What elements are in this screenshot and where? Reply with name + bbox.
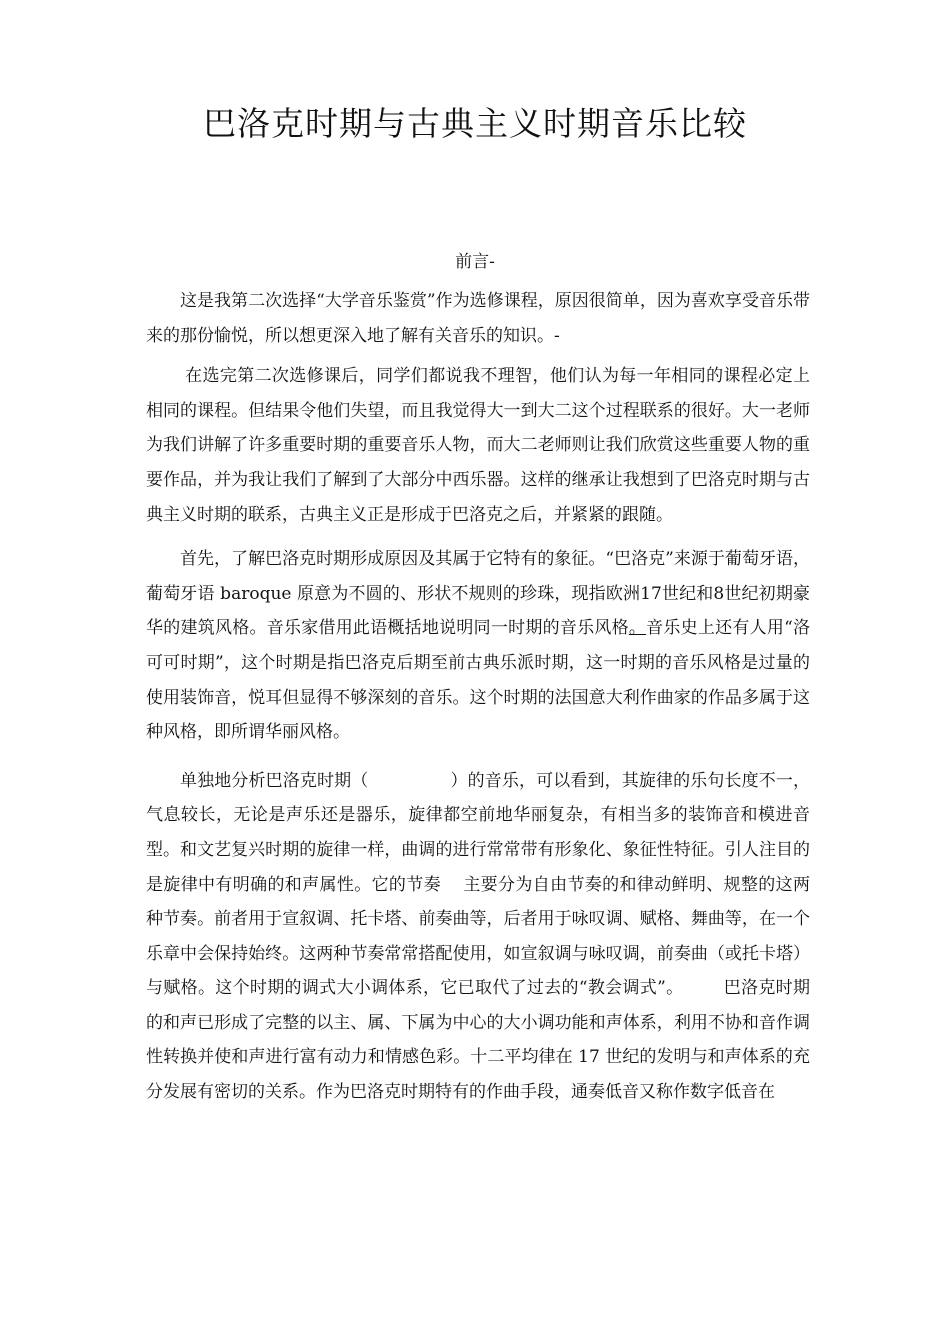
underlined-period: 。 — [628, 618, 647, 639]
paragraph-course-choice: 在选完第二次选修课后，同学们都说我不理智，他们认为每一年相同的课程必定上相同的课程。但结果令他们失望，而且我觉得大一到大二这个过程联系的很好。大一老师为我们讲解了许多重要时期的重要音乐人物，而大二老师则让我们欣赏这些重要人物的重要作品，并为我让我们了解到了大部分中西乐器。这样的继承让我想到了巴洛克时期与古典主义时期的联系，古典主义正是形成于巴洛克之后，并紧紧的跟随。 — [146, 366, 810, 525]
paragraph-baroque-analysis — [146, 764, 810, 1110]
paragraph-intro: 这是我第二次选择“大学音乐鉴赏”作为选修课程，原因很简单，因为喜欢享受音乐带来的那份愉悦，所以想更深入地了解有关音乐的知识。- — [146, 291, 810, 346]
section-heading: 前言- — [455, 252, 495, 272]
paragraph-baroque-origin-text-a: 首先，了解巴洛克时期形成原因及其属于它特有的象征。“巴洛克”来源于葡萄牙语，葡萄牙语 baroque 原意为不圆的、形状不规则的珍珠，现指欧洲17世纪和8世纪初期豪华的建筑风格。音乐家借用此语概括地说明同一时期的音乐风格 — [146, 549, 810, 639]
paragraph-baroque-origin-text-b: 音乐史上还有人用“洛可可时期”，这个时期是指巴洛克后期至前古典乐派时期，这一时期的音乐风格是过量的使用装饰音，悦耳但显得不够深刻的音乐。这个时期的法国意大利作曲家的作品多属于这种风格，即所谓华丽风格。 — [146, 618, 811, 743]
paragraph-baroque-analysis-text-d: 巴洛克时期的和声已形成了完整的以主、属、下属为中心的大小调功能和声体系，利用不协和音作调性转换并使和声进行富有动力和情感色彩。十二平均律在 17 世纪的发明与和声体系的充分发展有密切的关系。作为巴洛克时期特有的作曲手段，通奏低音又称作数字低音在 — [146, 978, 810, 1103]
document-body — [146, 284, 810, 1110]
paragraph-baroque-origin — [146, 542, 810, 750]
document-title: 巴洛克时期与古典主义时期音乐比较 — [203, 104, 747, 143]
paragraph-baroque-analysis-text-c: 主要分为自由节奏的和律动鲜明、规整的这两种节奏。前者用于宣叙调、托卡塔、前奏曲等，后者用于咏叹调、赋格、舞曲等，在一个乐章中会保持始终。这两种节奏常常搭配使用，如宣叙调与咏叹调，前奏曲（或托卡塔）与赋格。这个时期的调式大小调体系，它已取代了过去的“教会调式”。 — [146, 874, 811, 999]
paragraph-baroque-analysis-text-a: 单独地分析巴洛克时期（ — [180, 770, 369, 791]
paragraph-baroque-analysis-text-b: ）的音乐，可以看到，其旋律的乐句长度不一，气息较长，无论是声乐还是器乐，旋律都空前地华丽复杂，有相当多的装饰音和模进音型。和文艺复兴时期的旋律一样，曲调的进行常常带有形象化、象征性特征。引人注目的是旋律中有明确的和声属性。它的节奏 — [146, 770, 810, 895]
